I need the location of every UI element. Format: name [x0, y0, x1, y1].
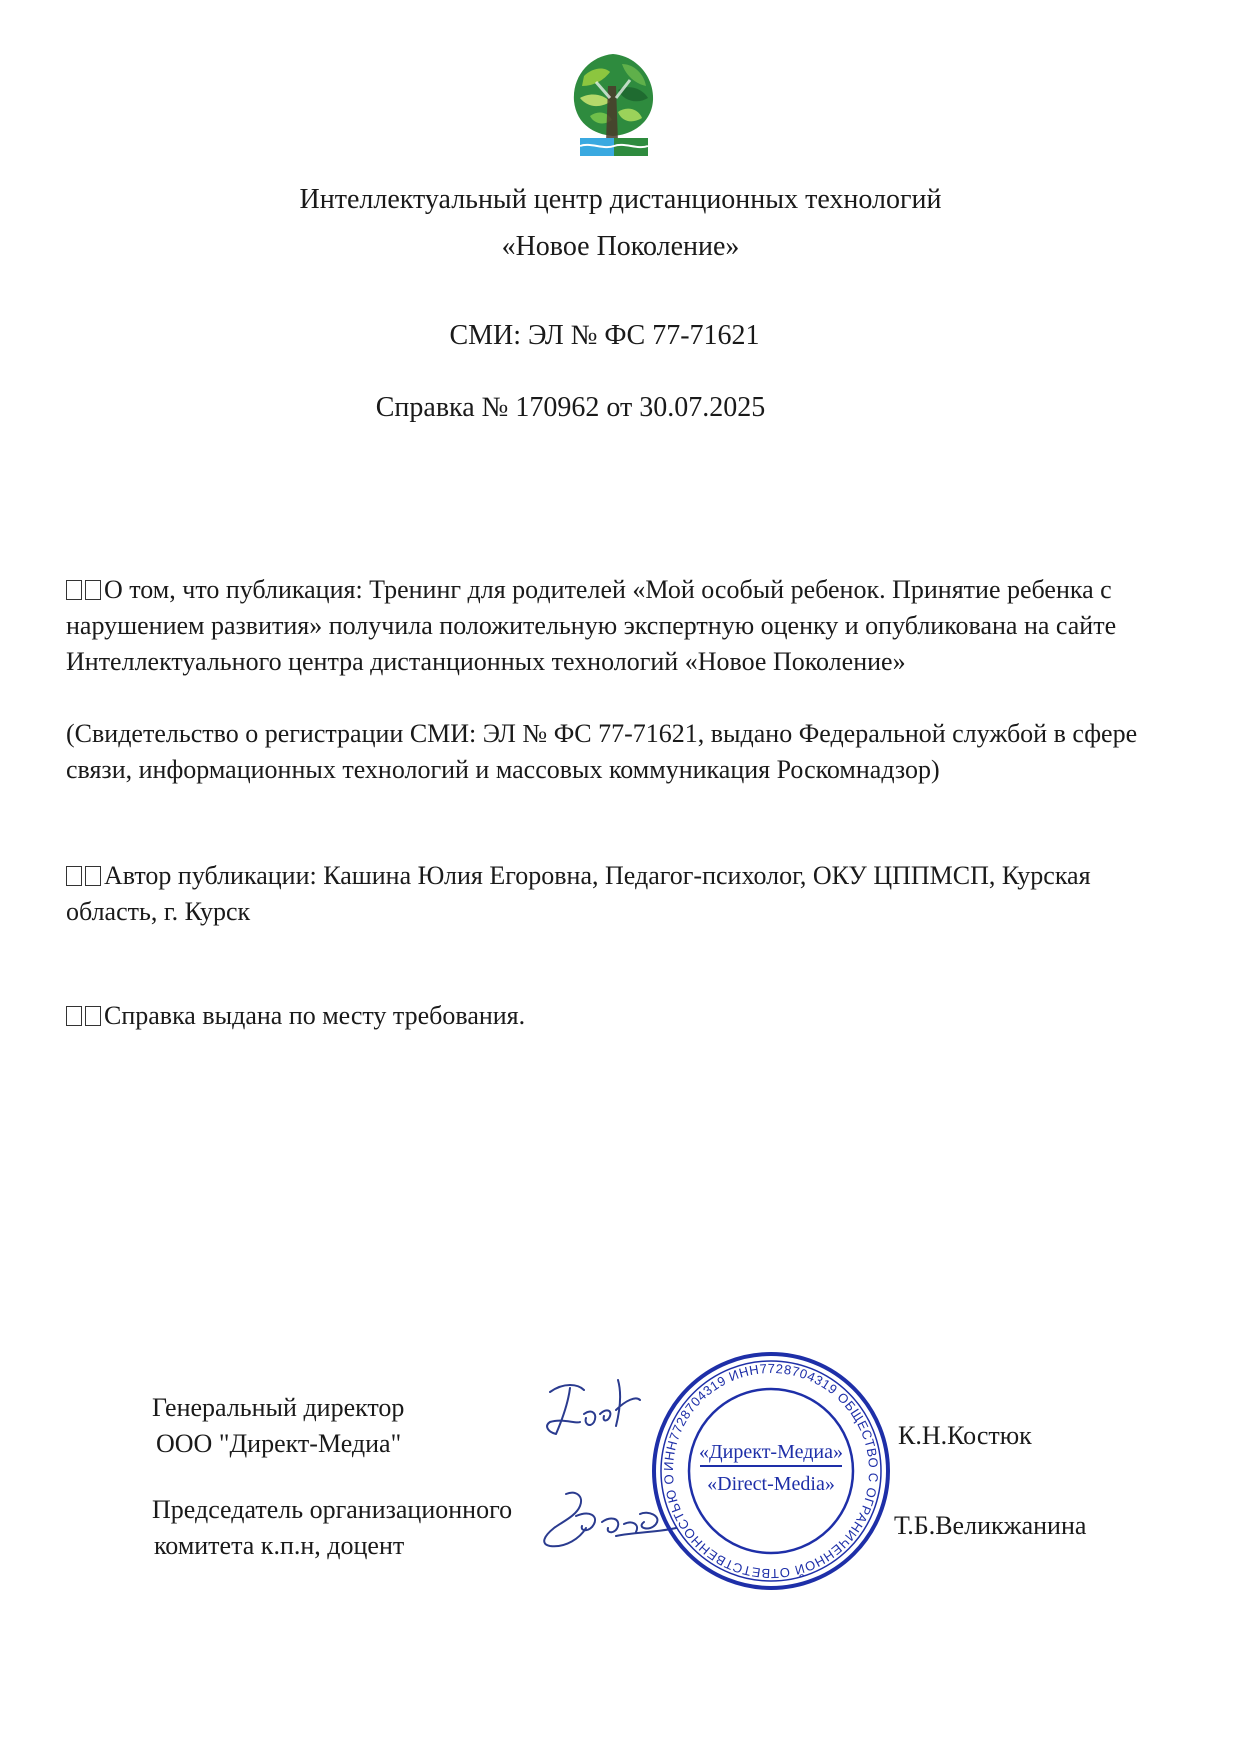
org-name-line2: «Новое Поколение»: [501, 231, 740, 262]
stamp-center-line1: «Директ-Медиа»: [699, 1441, 843, 1463]
org-name-line1: Интеллектуальный центр дистанционных технологий: [299, 184, 942, 215]
publication-text: О том, что публикация: Тренинг для родителей «Мой особый ребенок. Принятие ребенка с нарушением развития» получила положительную экспертную оценку и опубликована на сайте Интеллектуального центра дистанционных технологий «Новое Поколение»: [66, 575, 1117, 676]
publication-paragraph: [66, 572, 1186, 680]
author-text: Автор публикации: Кашина Юлия Егоровна, Педагог-психолог, ОКУ ЦППМСП, Курская область, г. Курск: [66, 861, 1091, 926]
director-name: К.Н.Костюк: [898, 1421, 1032, 1450]
stamp-ring-text: ИНН7728704319 ИНН7728704319 ОБЩЕСТВО С ОГРАНИЧЕННОЙ ОТВЕТСТВЕННОСТЬЮ О: [660, 1360, 882, 1582]
chair-title-line1: Председатель организационного: [152, 1495, 513, 1524]
chair-title-line2: комитета к.п.н, доцент: [154, 1531, 405, 1560]
director-title-line1: Генеральный директор: [152, 1393, 405, 1422]
bullet-marker-icon: [85, 1006, 101, 1026]
media-registration: СМИ: ЭЛ № ФС 77-71621: [449, 320, 760, 351]
bullet-marker-icon: [85, 580, 101, 600]
author-paragraph: [66, 858, 1166, 930]
stamp-center-line2: «Direct-Media»: [707, 1473, 835, 1495]
logo: [560, 46, 666, 164]
bullet-marker-icon: [66, 866, 82, 886]
issued-paragraph: [66, 998, 1166, 1034]
bullet-marker-icon: [66, 1006, 82, 1026]
chair-name: Т.Б.Великжанина: [894, 1511, 1087, 1540]
director-title-line2: ООО "Директ-Медиа": [156, 1429, 402, 1458]
registration-note: (Свидетельство о регистрации СМИ: ЭЛ № ФС 77-71621, выдано Федеральной службой в сфере связи, информационных технологий и массовых коммуникация Роскомнадзор): [66, 719, 1138, 784]
issued-text: Справка выдана по месту требования.: [104, 1001, 526, 1030]
bullet-marker-icon: [85, 866, 101, 886]
bullet-marker-icon: [66, 580, 82, 600]
certificate-title: Справка № 170962 от 30.07.2025: [375, 392, 766, 423]
organization-stamp: [650, 1350, 892, 1592]
